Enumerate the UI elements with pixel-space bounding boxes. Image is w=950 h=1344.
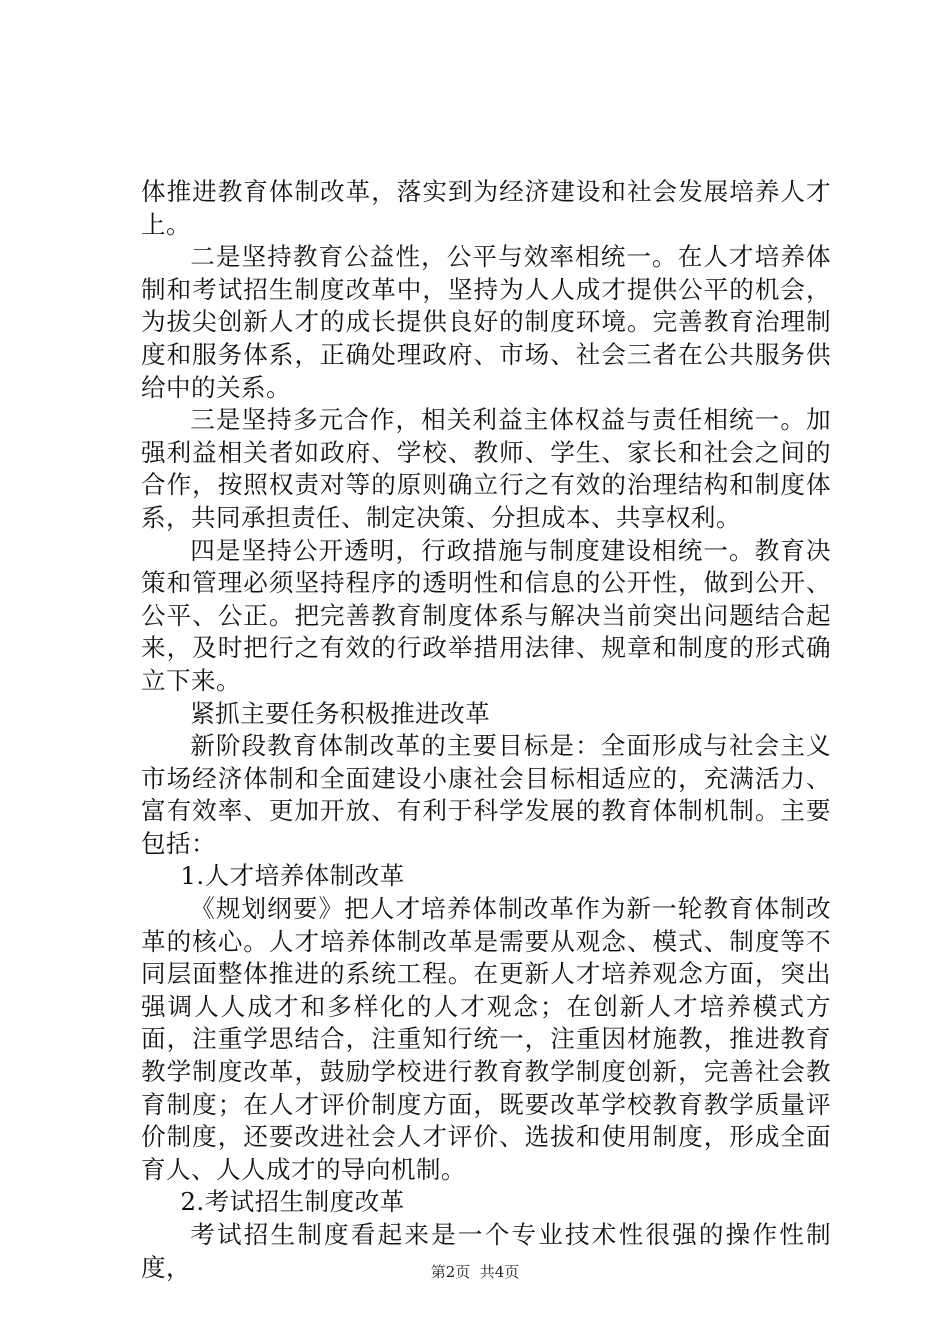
paragraph-talent-training: 《规划纲要》把人才培养体制改革作为新一轮教育体制改革的核心。人才培养体制改革是需要从观念、模式、制度等不同层面整体推进的系统工程。在更新人才培养观念方面，突出强调人人成才和多样化的人才观念；在创新人才培养模式方面，注重学思结合，注重知行统一，注重因材施教，推进教育教学制度改革，鼓励学校进行教育教学制度创新，完善社会教育制度；在人才评价制度方面，既要改革学校教育教学质量评价制度，还要改进社会人才评价、选拔和使用制度，形成全面育人、人人成才的导向机制。 <box>141 894 831 1184</box>
paragraph-principle-2: 二是坚持教育公益性，公平与效率相统一。在人才培养体制和考试招生制度改革中，坚持为人人成才提供公平的机会，为拔尖创新人才的成长提供良好的制度环境。完善教育治理制度和服务体系，正确处理政府、市场、社会三者在公共服务供给中的关系。 <box>141 242 831 402</box>
paragraph-continuation: 体推进教育体制改革，落实到为经济建设和社会发展培养人才上。 <box>141 177 831 239</box>
paragraph-exam-enrollment: 考试招生制度看起来是一个专业技术性很强的操作性制度， <box>141 1220 831 1282</box>
subheading-exam-enrollment: 2.考试招生制度改革 <box>180 1187 405 1217</box>
document-body <box>141 176 831 1284</box>
subheading-talent-training: 1.人才培养体制改革 <box>180 861 405 891</box>
paragraph-principle-4: 四是坚持公开透明，行政措施与制度建设相统一。教育决策和管理必须坚持程序的透明性和信息的公开性，做到公开、公平、公正。把完善教育制度体系与解决当前突出问题结合起来，及时把行之有效的行政举措用法律、规章和制度的形式确立下来。 <box>141 535 831 695</box>
paragraph-main-goal: 新阶段教育体制改革的主要目标是：全面形成与社会主义市场经济体制和全面建设小康社会目标相适应的，充满活力、富有效率、更加开放、有利于科学发展的教育体制机制。主要包括： <box>141 731 831 858</box>
page-number-label: 第2页 共4页 <box>430 1263 520 1281</box>
section-heading: 紧抓主要任务积极推进改革 <box>190 698 491 728</box>
paragraph-principle-3: 三是坚持多元合作，相关利益主体权益与责任相统一。加强利益相关者如政府、学校、教师、学生、家长和社会之间的合作，按照权责对等的原则确立行之有效的治理结构和制度体系，共同承担责任、制定决策、分担成本、共享权利。 <box>141 405 831 532</box>
page-footer <box>0 1262 950 1282</box>
